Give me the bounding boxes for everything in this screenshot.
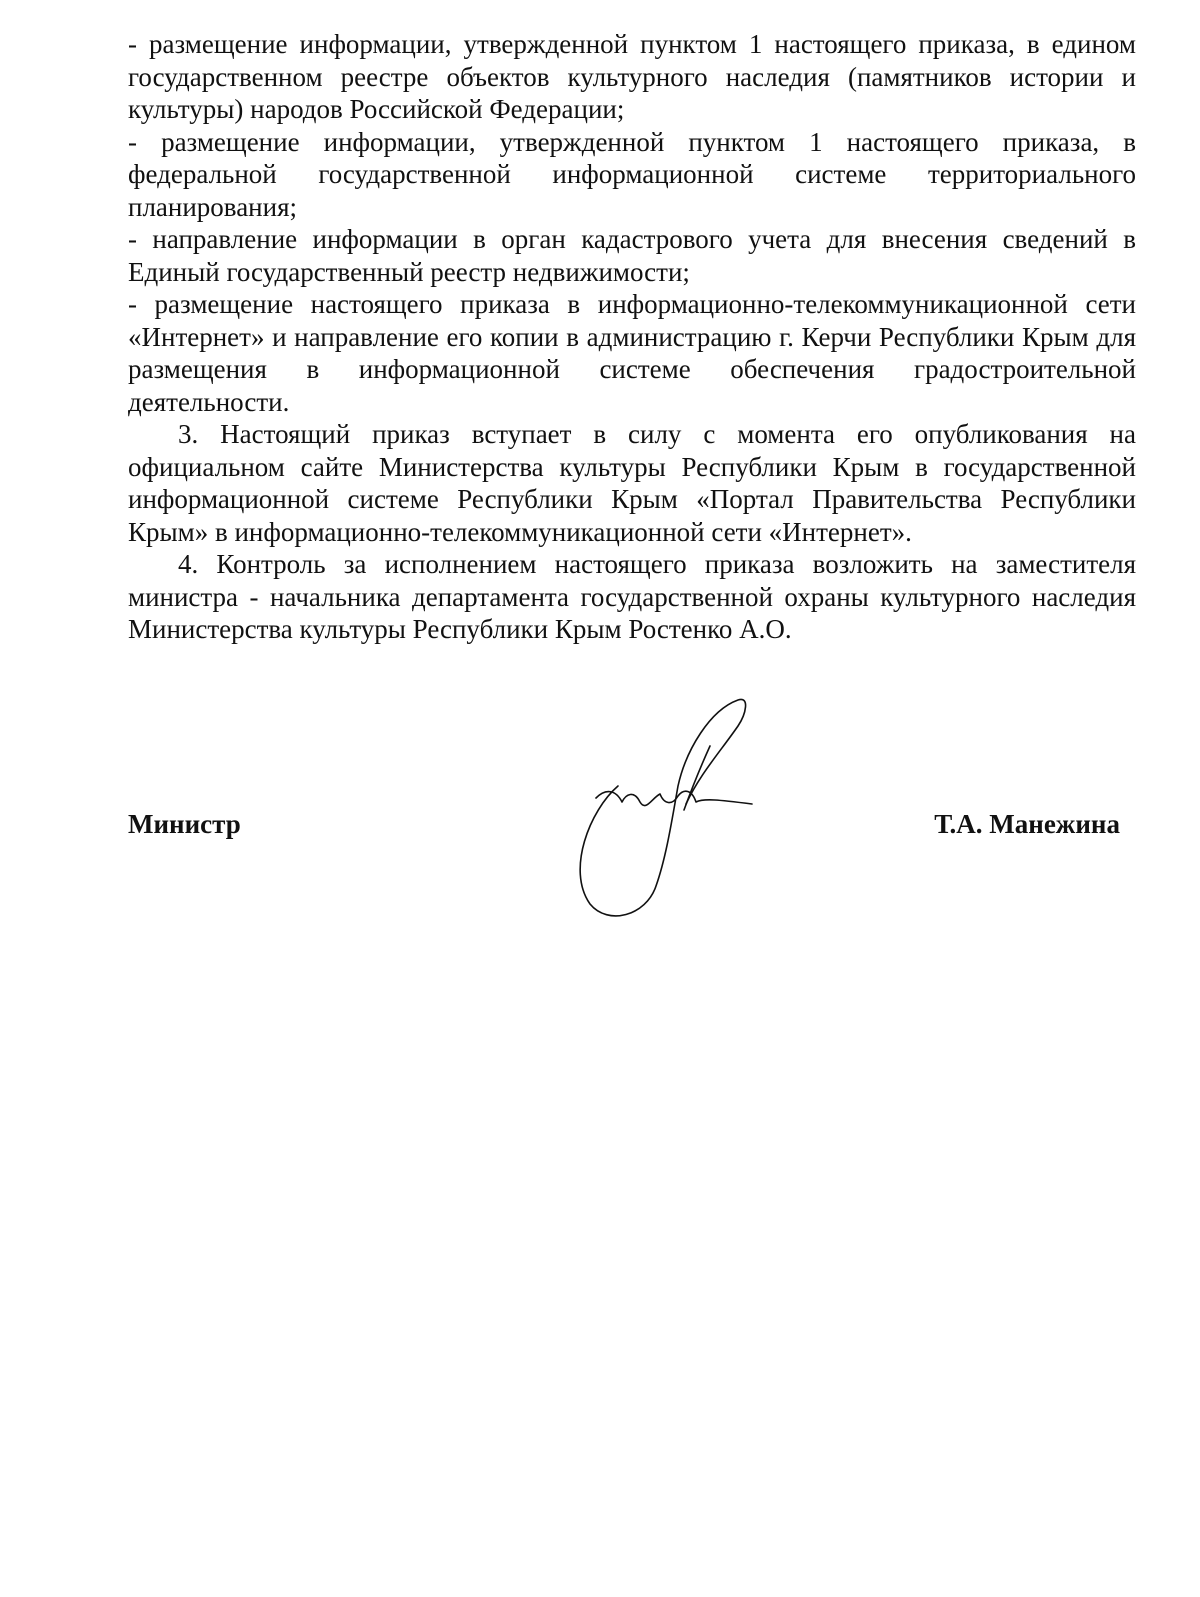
paragraph-bullet-1: - размещение информации, утвержденной пунктом 1 настоящего приказа, в едином государственном реестре объектов культурного наследия (памятников истории и культуры) народов Российской Федерации; — [128, 29, 1136, 124]
signatory-name: Т.А. Манежина — [934, 809, 1120, 839]
paragraph-item-4: 4. Контроль за исполнением настоящего приказа возложить на заместителя министра - начальника департамента государственной охраны культурного наследия Министерства культуры Республики Крым Ростенко А.О. — [128, 549, 1136, 644]
document-body — [128, 28, 1136, 646]
signatory-position: Министр — [128, 809, 241, 839]
paragraph-bullet-4: - размещение настоящего приказа в информационно-телекоммуникационной сети «Интернет» и направление его копии в администрацию г. Керчи Республики Крым для размещения в информационной системе обеспечения градостроительной деятельности. — [128, 289, 1136, 417]
handwritten-signature — [560, 690, 780, 930]
signature-loop-stroke — [580, 699, 745, 915]
paragraph-bullet-2: - размещение информации, утвержденной пунктом 1 настоящего приказа, в федеральной государственной информационной системе территориального планирования; — [128, 126, 1136, 222]
paragraph-bullet-3: - направление информации в орган кадастрового учета для внесения сведений в Единый государственный реестр недвижимости; — [128, 224, 1136, 287]
paragraph-item-3: 3. Настоящий приказ вступает в силу с момента его опубликования на официальном сайте Министерства культуры Республики Крым в государственной информационной системе Республики Крым «Портал Правительства Республики Крым» в информационно-телекоммуникационной сети «Интернет». — [128, 419, 1136, 547]
signature-crossing-stroke — [596, 791, 752, 805]
